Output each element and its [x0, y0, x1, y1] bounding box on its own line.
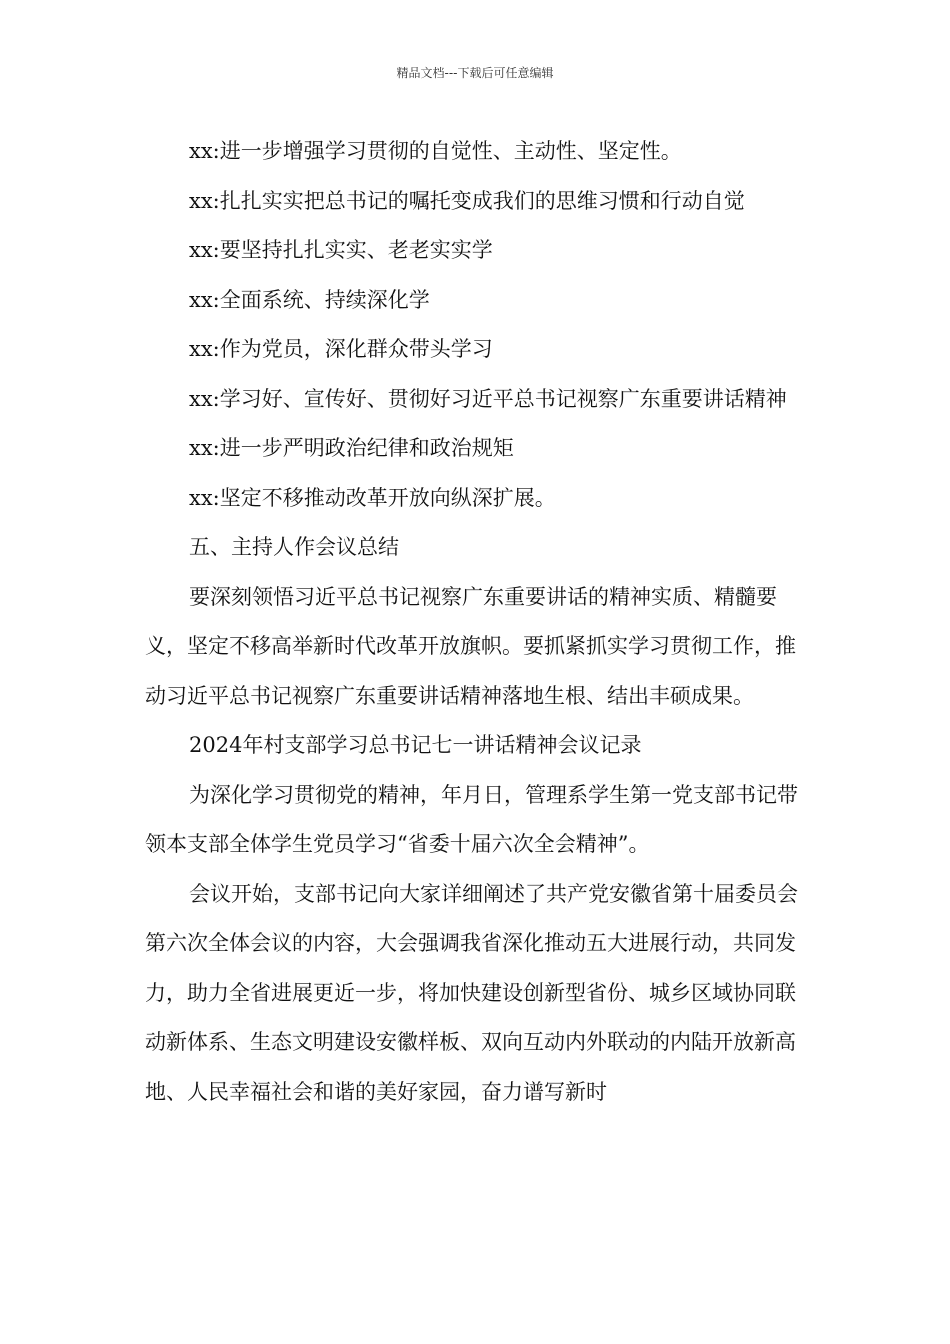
- section-heading: 五、主持人作会议总结: [189, 535, 399, 559]
- paragraph-2: xx:扎扎实实把总书记的嘱托变成我们的思维习惯和行动自觉: [189, 188, 745, 213]
- paragraph-4: xx:全面系统、持续深化学: [189, 287, 430, 312]
- paragraph-1: xx:进一步增强学习贯彻的自觉性、主动性、坚定性。: [189, 139, 682, 163]
- paragraph-7: xx:进一步严明政治纪律和政治规矩: [189, 436, 514, 460]
- paragraph-10: 要深刻领悟习近平总书记视察广东重要讲话的精神实质、精髓要义，坚定不移高举新时代改革开放旗帜。要抓紧抓实学习贯彻工作，推动习近平总书记视察广东重要讲话精神落地生根、结出丰硕成果。: [145, 584, 796, 708]
- paragraph-6: xx:学习好、宣传好、贯彻好习近平总书记视察广东重要讲话精神: [189, 386, 787, 411]
- paragraph-8: xx:坚定不移推动改革开放向纵深扩展。: [189, 485, 556, 510]
- paragraph-12: 为深化学习贯彻党的精神，年月日，管理系学生第一党支部书记带领本支部全体学生党员学习“省委十届六次全会精神”。: [145, 782, 798, 856]
- document-body: [145, 127, 811, 1117]
- record-title: 2024年村支部学习总书记七一讲话精神会议记录: [189, 733, 642, 757]
- page-header: 精品文档---下载后可任意编辑: [396, 66, 554, 80]
- paragraph-13: 会议开始，支部书记向大家详细阐述了共产党安徽省第十届委员会第六次全体会议的内容，大会强调我省深化推动五大进展行动，共同发力，助力全省进展更近一步，将加快建设创新型省份、城乡区域协同联动新体系、生态文明建设安徽样板、双向互动内外联动的内陆开放新高地、人民幸福社会和谐的美好家园，奋力谱写新时: [145, 881, 798, 1104]
- paragraph-5: xx:作为党员，深化群众带头学习: [189, 337, 493, 361]
- paragraph-3: xx:要坚持扎扎实实、老老实实学: [189, 238, 493, 262]
